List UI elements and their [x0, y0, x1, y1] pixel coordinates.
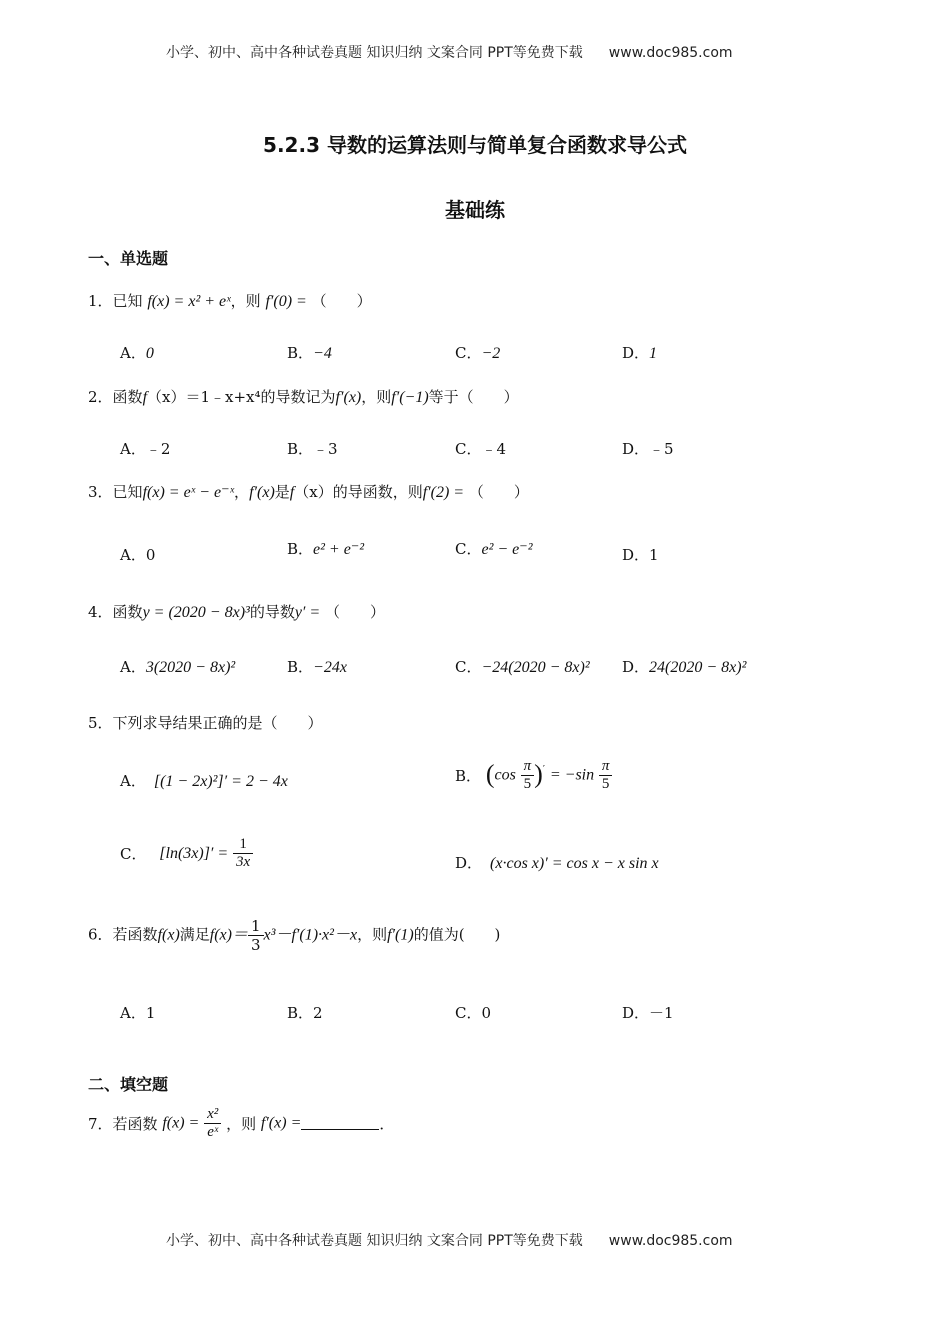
footer-site[interactable]: www.doc985.com: [608, 1233, 733, 1249]
question-5: 5．下列求导结果正确的是（ ）: [88, 714, 323, 732]
header-text: 小学、初中、高中各种试卷真题 知识归纳 文案合同 PPT等免费下载: [166, 45, 583, 61]
q6-option-d: D．－1: [622, 1004, 674, 1022]
q1-option-b: B．−4: [287, 344, 332, 362]
question-3: 3．已知f(x) = eˣ − e⁻ˣ，f′(x)是f（x）的导函数，则f′(2) = （ ）: [88, 483, 529, 501]
q3-option-a: A．0: [120, 546, 156, 564]
q4-option-d: D．24(2020 − 8x)²: [622, 658, 747, 676]
q5-option-b: B． (cos $\frac{\pi}{5}$ )′ = −sin $\frac{\pi}{5}$: [455, 758, 612, 793]
q4-option-b: B．−24x: [287, 658, 347, 676]
q7-answer-blank[interactable]: [301, 1115, 379, 1130]
q1-option-c: C．−2: [455, 344, 501, 362]
q2-f: f: [142, 389, 148, 406]
footer-text: 小学、初中、高中各种试卷真题 知识归纳 文案合同 PPT等免费下载: [166, 1233, 583, 1249]
page-subtitle: 基础练: [445, 198, 505, 222]
section-heading-2: 二、填空题: [88, 1075, 169, 1094]
q5-option-a: A． [(1 − 2x)²]′ = 2 − 4x: [120, 772, 288, 790]
page-header: [166, 42, 733, 62]
page-title: 5.2.3 导数的运算法则与简单复合函数求导公式: [263, 133, 687, 157]
q3-func: f(x) = eˣ − e⁻ˣ: [142, 484, 235, 501]
question-6: 6．若函数f(x)满足f(x)＝ $\frac{1}{3}$ x³－f′(1)·x²－x，则f′(1)的值为( ): [88, 917, 501, 954]
question-1: [88, 290, 372, 311]
q5-option-d: D． (x·cos x)′ = cos x − x sin x: [455, 854, 659, 872]
q2-ask: f′(−1): [391, 389, 429, 406]
q6-option-a: A．1: [120, 1004, 156, 1022]
q1-mid: ，则: [230, 292, 261, 310]
q4-func: y = (2020 − 8x)³: [142, 604, 250, 621]
page-footer: [166, 1230, 733, 1250]
q4-option-a: A．3(2020 − 8x)²: [120, 658, 236, 676]
q7-func: f(x) =: [162, 1114, 200, 1132]
q6-option-c: C．0: [455, 1004, 492, 1022]
q3-option-d: D．1: [622, 546, 659, 564]
q1-func: f(x) = x² + eˣ: [147, 293, 231, 310]
question-4: 4．函数y = (2020 − 8x)³的导数y′ = （ ）: [88, 603, 386, 621]
q3-option-b: B．e² + e⁻²: [287, 540, 365, 558]
q2-option-a: A．﹣2: [120, 440, 171, 458]
q1-paren: （ ）: [311, 292, 372, 310]
q7-ask: f′(x) =: [260, 1114, 302, 1132]
question-2: 2．函数f（x）＝1﹣x+x⁴的导数记为f′(x)，则f′(−1)等于（ ）: [88, 388, 519, 406]
q5-option-c: C． [ln(3x)]′ = $\frac{1}{3x}$: [120, 836, 253, 871]
q2-option-c: C．﹣4: [455, 440, 507, 458]
q4-option-c: C．−24(2020 − 8x)²: [455, 658, 590, 676]
q2-option-b: B．﹣3: [287, 440, 338, 458]
section-heading-1: 一、单选题: [88, 249, 169, 268]
q3-ask: f′(2) =: [422, 484, 465, 501]
q6-rest: x³－f′(1)·x²－x: [263, 926, 358, 944]
q1-option-a: A．0: [120, 344, 154, 362]
question-7: 7．若函数 f(x) = $\frac{\text{x²}}{\text{eˣ}}$ ，则 f′(x) = ．: [88, 1106, 395, 1140]
q1-option-d: D．1: [622, 344, 658, 362]
q2-func: （x）＝1﹣x+x⁴: [147, 388, 261, 406]
q2-option-d: D．﹣5: [622, 440, 674, 458]
q1-number: 1．: [88, 292, 113, 310]
q2-deriv: f′(x): [335, 389, 362, 406]
header-site[interactable]: www.doc985.com: [608, 45, 733, 61]
q3-deriv: f′(x): [249, 484, 275, 501]
q4-ask: y′ =: [294, 604, 321, 621]
q1-pre: 已知: [112, 292, 143, 310]
q1-ask: f′(0) =: [265, 293, 307, 310]
q3-option-c: C．e² − e⁻²: [455, 540, 533, 558]
q6-option-b: B．2: [287, 1004, 323, 1022]
